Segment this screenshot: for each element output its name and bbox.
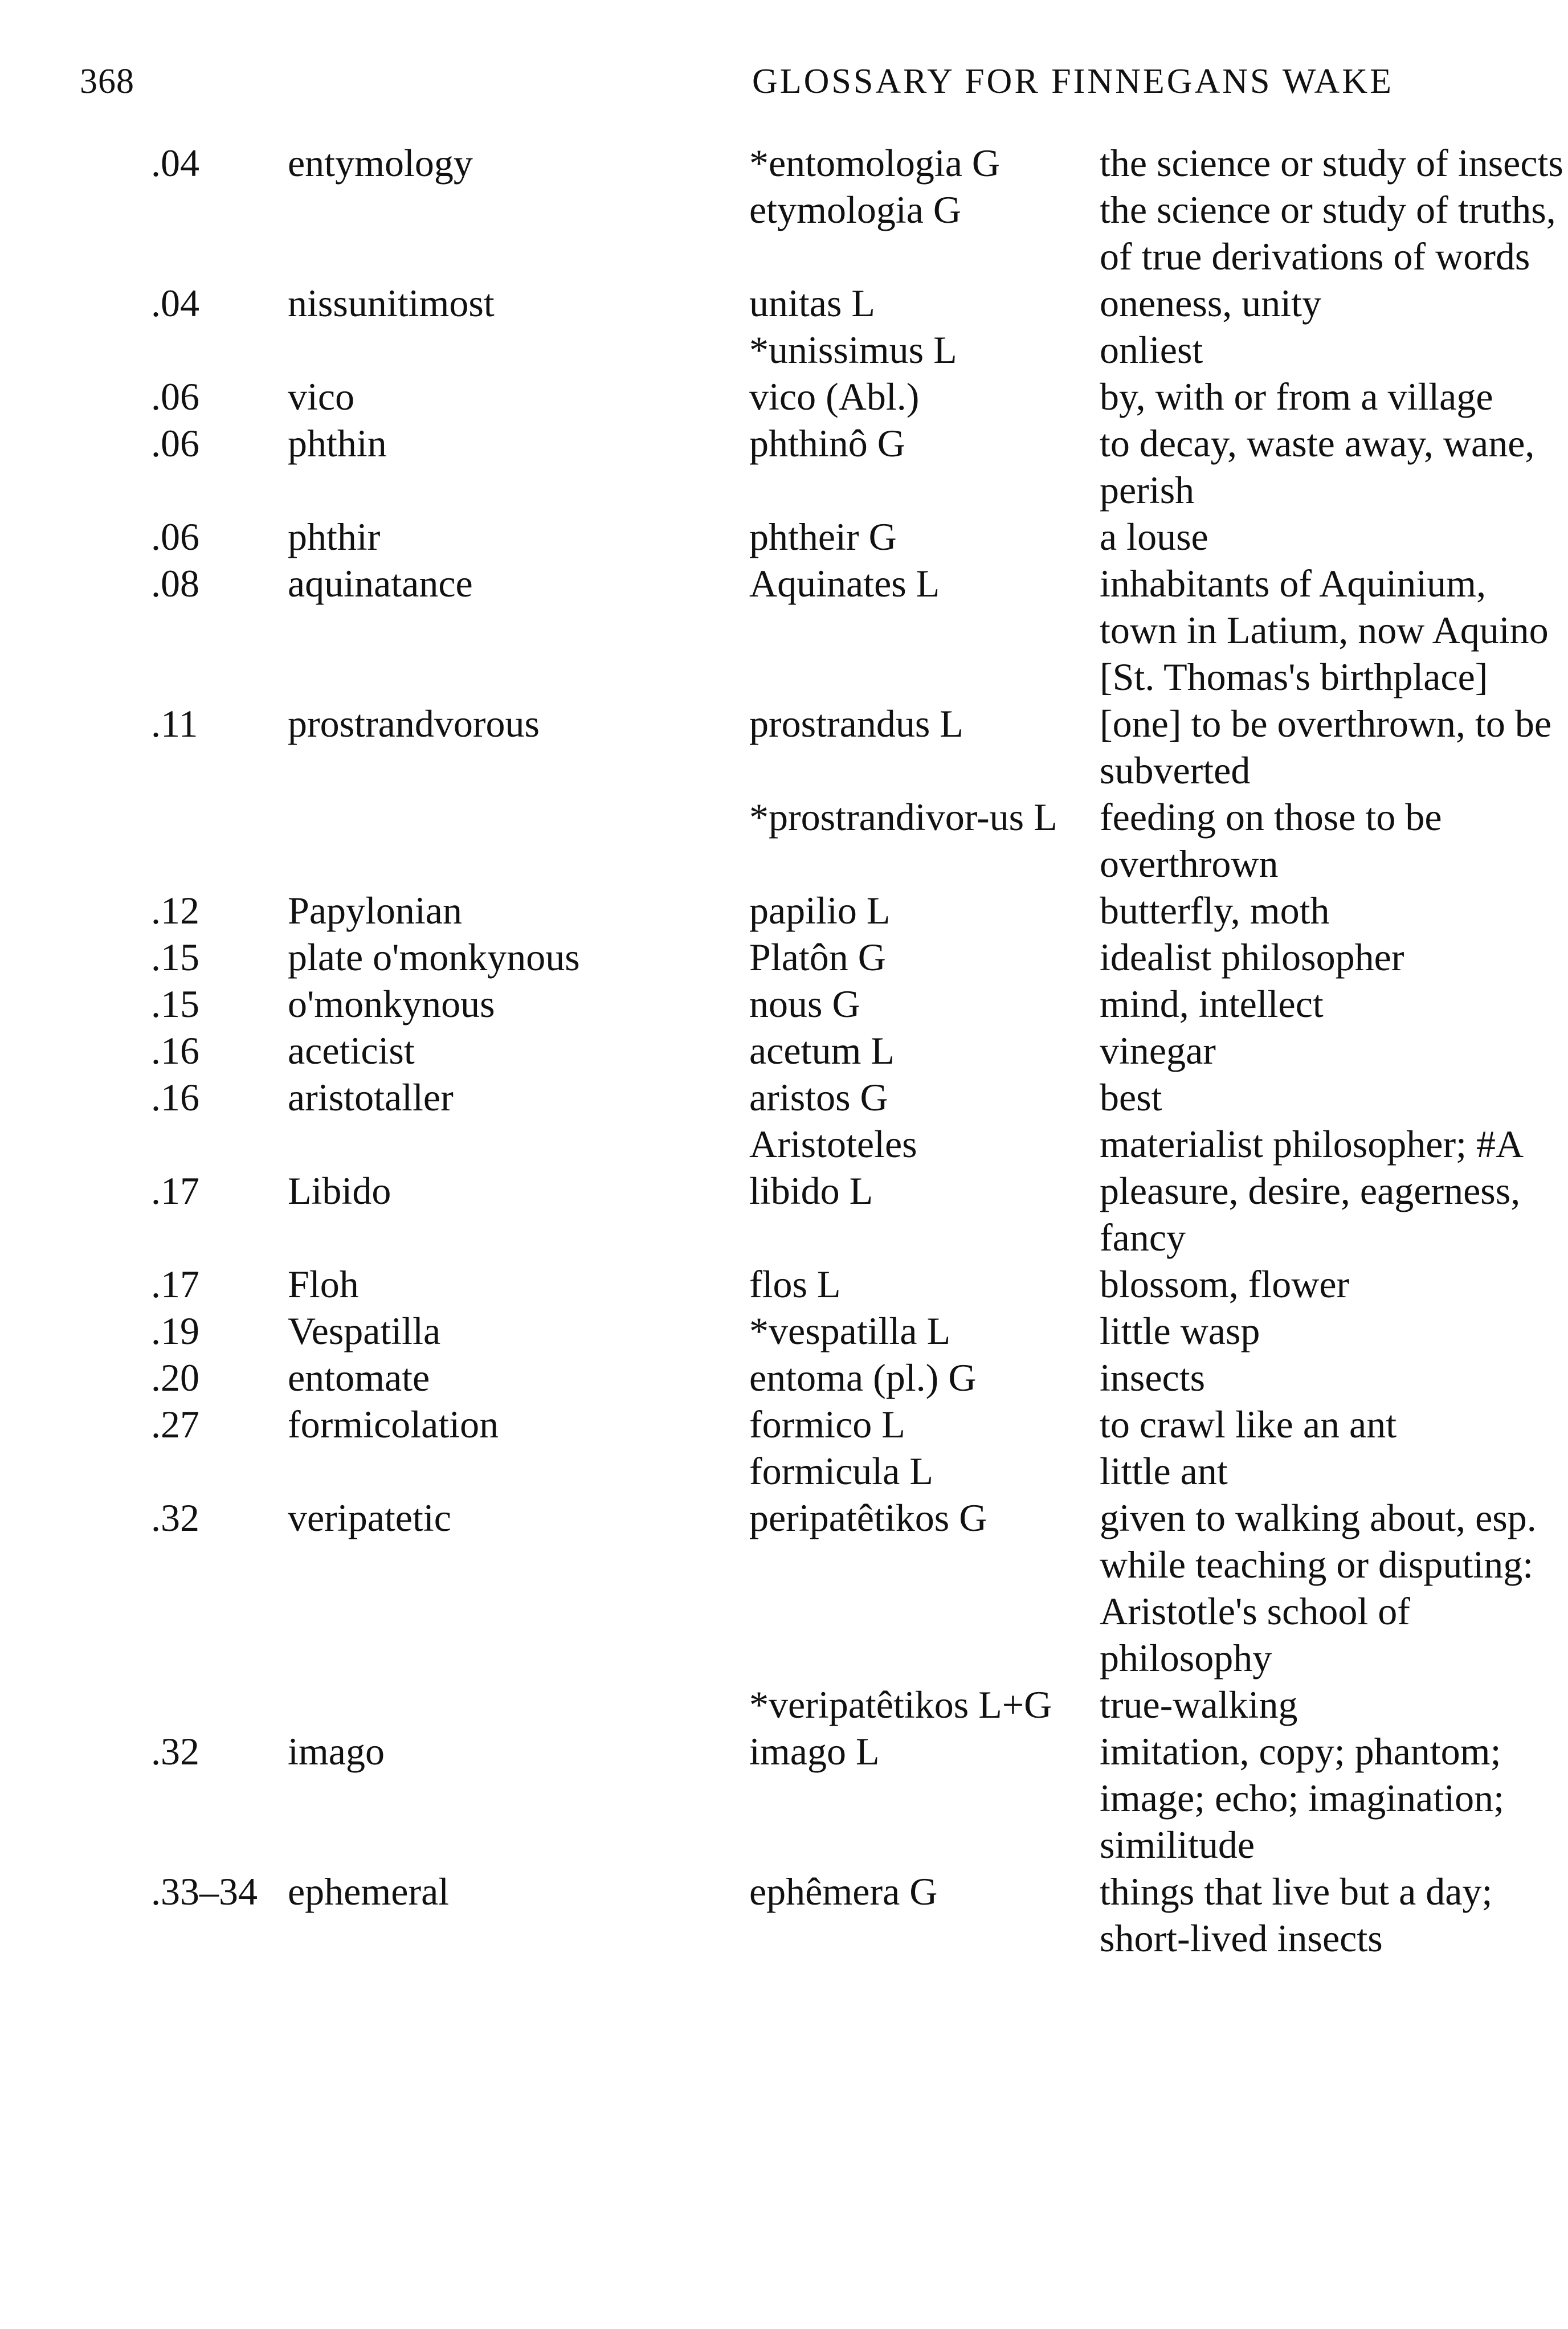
source-word: *prostrandivor-us L [749, 795, 1057, 839]
source-word: acetum L [749, 1029, 895, 1072]
source-word: *unissimus L [749, 328, 957, 371]
definition: idealist philosopher [1100, 935, 1404, 979]
wake-word: aristotaller [288, 1076, 454, 1119]
source-word: Aristoteles [749, 1122, 917, 1166]
source-word: libido L [749, 1169, 873, 1212]
line-reference: .06 [151, 515, 199, 558]
glossary-entry [0, 420, 1568, 513]
glossary-entry [0, 1261, 1568, 1307]
definition: to decay, waste away, wane, perish [1100, 422, 1535, 512]
definition: little ant [1100, 1449, 1228, 1493]
definition: blossom, flower [1100, 1262, 1350, 1306]
glossary-entry [0, 1401, 1568, 1448]
wake-word: o'monkynous [288, 982, 495, 1025]
source-word: Aquinates L [749, 562, 940, 605]
glossary-entry [0, 1448, 1568, 1494]
glossary-entry [0, 980, 1568, 1027]
source-word: entoma (pl.) G [749, 1356, 977, 1399]
line-reference: .17 [151, 1169, 199, 1212]
source-word: *veripatêtikos L+G [749, 1683, 1052, 1726]
definition: by, with or from a village [1100, 375, 1493, 418]
definition: feeding on those to be overthrown [1100, 795, 1442, 885]
line-reference: .32 [151, 1496, 199, 1539]
definition: things that live but a day; short-lived insects [1100, 1870, 1493, 1960]
glossary-entry [0, 1027, 1568, 1074]
wake-word: plate o'monkynous [288, 935, 580, 979]
source-word: peripatêtikos G [749, 1496, 987, 1539]
glossary-entry [0, 1167, 1568, 1261]
definition: given to walking about, esp. while teaching or disputing: Aristotle's school of philosophy [1100, 1496, 1537, 1680]
glossary-entry [0, 280, 1568, 326]
line-reference: .04 [151, 141, 199, 185]
definition: mind, intellect [1100, 982, 1324, 1025]
wake-word: ephemeral [288, 1870, 450, 1913]
line-reference: .15 [151, 982, 199, 1025]
source-word: vico (Abl.) [749, 375, 920, 418]
source-word: aristos G [749, 1076, 888, 1119]
line-reference: .04 [151, 281, 199, 325]
source-word: papilio L [749, 889, 891, 932]
glossary-entries [0, 140, 1568, 1962]
wake-word: formicolation [288, 1403, 499, 1446]
source-word: imago L [749, 1730, 880, 1773]
definition: best [1100, 1076, 1162, 1119]
source-word: prostrandus L [749, 702, 963, 745]
definition: little wasp [1100, 1309, 1260, 1353]
glossary-entry [0, 140, 1568, 186]
wake-word: entymology [288, 141, 473, 185]
glossary-entry [0, 1728, 1568, 1868]
source-word: ephêmera G [749, 1870, 938, 1913]
definition: true-walking [1100, 1683, 1298, 1726]
glossary-entry [0, 1868, 1568, 1962]
glossary-entry [0, 1121, 1568, 1167]
source-word: formico L [749, 1403, 905, 1446]
wake-word: Floh [288, 1262, 359, 1306]
glossary-entry [0, 1354, 1568, 1401]
source-word: unitas L [749, 281, 875, 325]
glossary-entry [0, 513, 1568, 560]
source-word: phthinô G [749, 422, 905, 465]
definition: the science or study of insects [1100, 141, 1563, 185]
wake-word: aquinatance [288, 562, 473, 605]
glossary-entry [0, 373, 1568, 420]
definition: a louse [1100, 515, 1208, 558]
page-header [0, 62, 1568, 113]
page-number: 368 [80, 62, 134, 101]
glossary-entry [0, 887, 1568, 934]
definition: pleasure, desire, eagerness, fancy [1100, 1169, 1521, 1259]
glossary-entry [0, 1307, 1568, 1354]
wake-word: phthin [288, 422, 387, 465]
glossary-entry [0, 1074, 1568, 1121]
definition: butterfly, moth [1100, 889, 1330, 932]
source-word: Platôn G [749, 935, 886, 979]
source-word: *entomologia G [749, 141, 1001, 185]
line-reference: .27 [151, 1403, 199, 1446]
line-reference: .16 [151, 1029, 199, 1072]
line-reference: .19 [151, 1309, 199, 1353]
glossary-entry [0, 1681, 1568, 1728]
glossary-entry [0, 560, 1568, 700]
line-reference: .32 [151, 1730, 199, 1773]
wake-word: entomate [288, 1356, 430, 1399]
glossary-entry [0, 700, 1568, 794]
definition: [one] to be overthrown, to be subverted [1100, 702, 1552, 792]
line-reference: .11 [151, 702, 198, 745]
wake-word: vico [288, 375, 355, 418]
line-reference: .16 [151, 1076, 199, 1119]
wake-word: Libido [288, 1169, 391, 1212]
source-word: formicula L [749, 1449, 933, 1493]
source-word: etymologia G [749, 188, 962, 231]
glossary-entry [0, 186, 1568, 280]
line-reference: .06 [151, 375, 199, 418]
line-reference: .33–34 [151, 1870, 258, 1913]
definition: imitation, copy; phantom; image; echo; imagination; similitude [1100, 1730, 1505, 1866]
running-title: GLOSSARY FOR FINNEGANS WAKE [752, 62, 1394, 101]
line-reference: .12 [151, 889, 199, 932]
definition: to crawl like an ant [1100, 1403, 1397, 1446]
source-word: flos L [749, 1262, 841, 1306]
line-reference: .08 [151, 562, 199, 605]
definition: materialist philosopher; #A [1100, 1122, 1524, 1166]
glossary-entry [0, 794, 1568, 887]
definition: onliest [1100, 328, 1203, 371]
glossary-entry [0, 934, 1568, 980]
wake-word: veripatetic [288, 1496, 451, 1539]
line-reference: .15 [151, 935, 199, 979]
line-reference: .06 [151, 422, 199, 465]
source-word: *vespatilla L [749, 1309, 951, 1353]
definition: inhabitants of Aquinium, town in Latium, now Aquino [St. Thomas's birthplace] [1100, 562, 1549, 698]
definition: the science or study of truths, of true derivations of words [1100, 188, 1556, 278]
source-word: nous G [749, 982, 860, 1025]
wake-word: phthir [288, 515, 381, 558]
wake-word: Vespatilla [288, 1309, 441, 1353]
definition: oneness, unity [1100, 281, 1322, 325]
wake-word: aceticist [288, 1029, 415, 1072]
line-reference: .17 [151, 1262, 199, 1306]
wake-word: nissunitimost [288, 281, 495, 325]
glossary-entry [0, 1494, 1568, 1681]
definition: insects [1100, 1356, 1206, 1399]
wake-word: prostrandvorous [288, 702, 540, 745]
definition: vinegar [1100, 1029, 1216, 1072]
source-word: phtheir G [749, 515, 897, 558]
line-reference: .20 [151, 1356, 199, 1399]
glossary-entry [0, 326, 1568, 373]
wake-word: Papylonian [288, 889, 462, 932]
wake-word: imago [288, 1730, 385, 1773]
